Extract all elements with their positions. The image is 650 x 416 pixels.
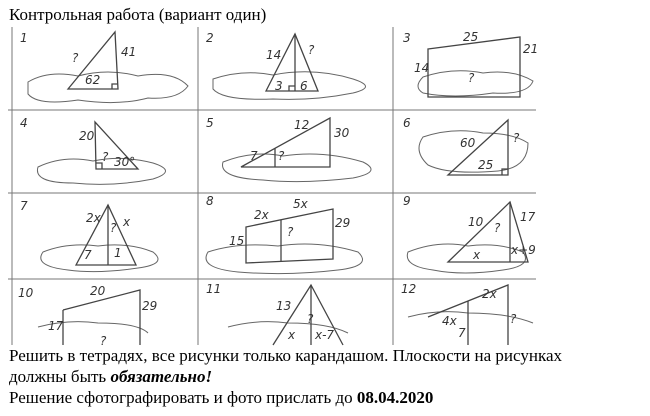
label-side: 14 <box>266 48 282 62</box>
problem-number: 9 <box>403 194 411 208</box>
label-side: 29 <box>335 216 351 230</box>
label-side: 12 <box>294 118 310 132</box>
label-side: 7 <box>250 149 258 163</box>
label-unknown: ? <box>100 334 107 348</box>
problem-number: 7 <box>20 199 28 213</box>
label-side: 15 <box>229 234 245 248</box>
problem-number: 8 <box>206 194 214 208</box>
label-angle: 30° <box>114 155 136 169</box>
instructions-block <box>9 345 645 408</box>
problem-number: 12 <box>401 282 417 296</box>
label-unknown: ? <box>102 150 109 164</box>
label-side: 62 <box>85 73 101 87</box>
label-unknown: ? <box>468 71 475 85</box>
label-side: 3 <box>275 79 283 93</box>
label-unknown: ? <box>494 221 501 235</box>
instruction-emphasis: обязательно! <box>110 367 213 386</box>
label-side: x <box>473 248 481 262</box>
label-side: 2x <box>86 211 101 225</box>
label-side: 1 <box>114 246 122 260</box>
label-side: 41 <box>121 45 137 59</box>
worksheet-drawings <box>8 27 539 348</box>
label-side: 14 <box>414 61 430 75</box>
instruction-line-1: Решить в тетрадях, все рисунки только карандашом. Плоскости на рисунках <box>9 346 562 365</box>
label-side: 6 <box>300 79 308 93</box>
label-side: x <box>123 215 131 229</box>
label-side: 29 <box>142 299 158 313</box>
instruction-line-3-text: Решение сфотографировать и фото прислать до <box>9 388 357 407</box>
deadline-date: 08.04.2020 <box>356 388 434 407</box>
instruction-line-2 <box>9 366 645 387</box>
label-side: 7 <box>84 248 92 262</box>
label-side: 21 <box>523 42 539 56</box>
problem-number: 2 <box>206 31 214 45</box>
label-side: x-7 <box>315 328 335 342</box>
label-side: 60 <box>460 136 476 150</box>
problem-number: 1 <box>20 31 28 45</box>
instruction-line-2-text: должны быть <box>9 367 111 386</box>
label-side: 17 <box>520 210 536 224</box>
label-side: 17 <box>48 319 64 333</box>
label-side: 2x <box>254 208 269 222</box>
label-side: 25 <box>463 30 479 44</box>
problem-number: 5 <box>206 116 214 130</box>
instruction-line-3 <box>9 387 645 408</box>
label-unknown: ? <box>308 43 315 57</box>
problem-number: 10 <box>18 286 34 300</box>
label-side: 20 <box>90 284 106 298</box>
label-side: 5x <box>293 197 308 211</box>
label-side: 30 <box>334 126 350 140</box>
figure-lines <box>63 32 528 345</box>
document-title: Контрольная работа (вариант один) <box>9 5 267 24</box>
label-side: x+9 <box>511 243 536 257</box>
label-side: 7 <box>458 326 466 340</box>
label-side: 13 <box>276 299 292 313</box>
label-side: 4x <box>442 314 457 328</box>
label-side: 2x <box>482 287 497 301</box>
label-side: 10 <box>468 215 484 229</box>
label-unknown: ? <box>307 312 314 326</box>
label-unknown: ? <box>72 51 79 65</box>
label-unknown: ? <box>110 221 117 235</box>
problem-number: 6 <box>403 116 411 130</box>
problem-number: 4 <box>20 116 28 130</box>
label-unknown: ? <box>510 312 517 326</box>
problem-number: 3 <box>403 31 411 45</box>
label-unknown: ? <box>278 149 285 163</box>
label-unknown: ? <box>513 131 520 145</box>
label-unknown: ? <box>287 225 294 239</box>
label-side: 25 <box>478 158 494 172</box>
label-side: x <box>288 328 296 342</box>
problem-number: 11 <box>206 282 222 296</box>
label-side: 20 <box>79 129 95 143</box>
